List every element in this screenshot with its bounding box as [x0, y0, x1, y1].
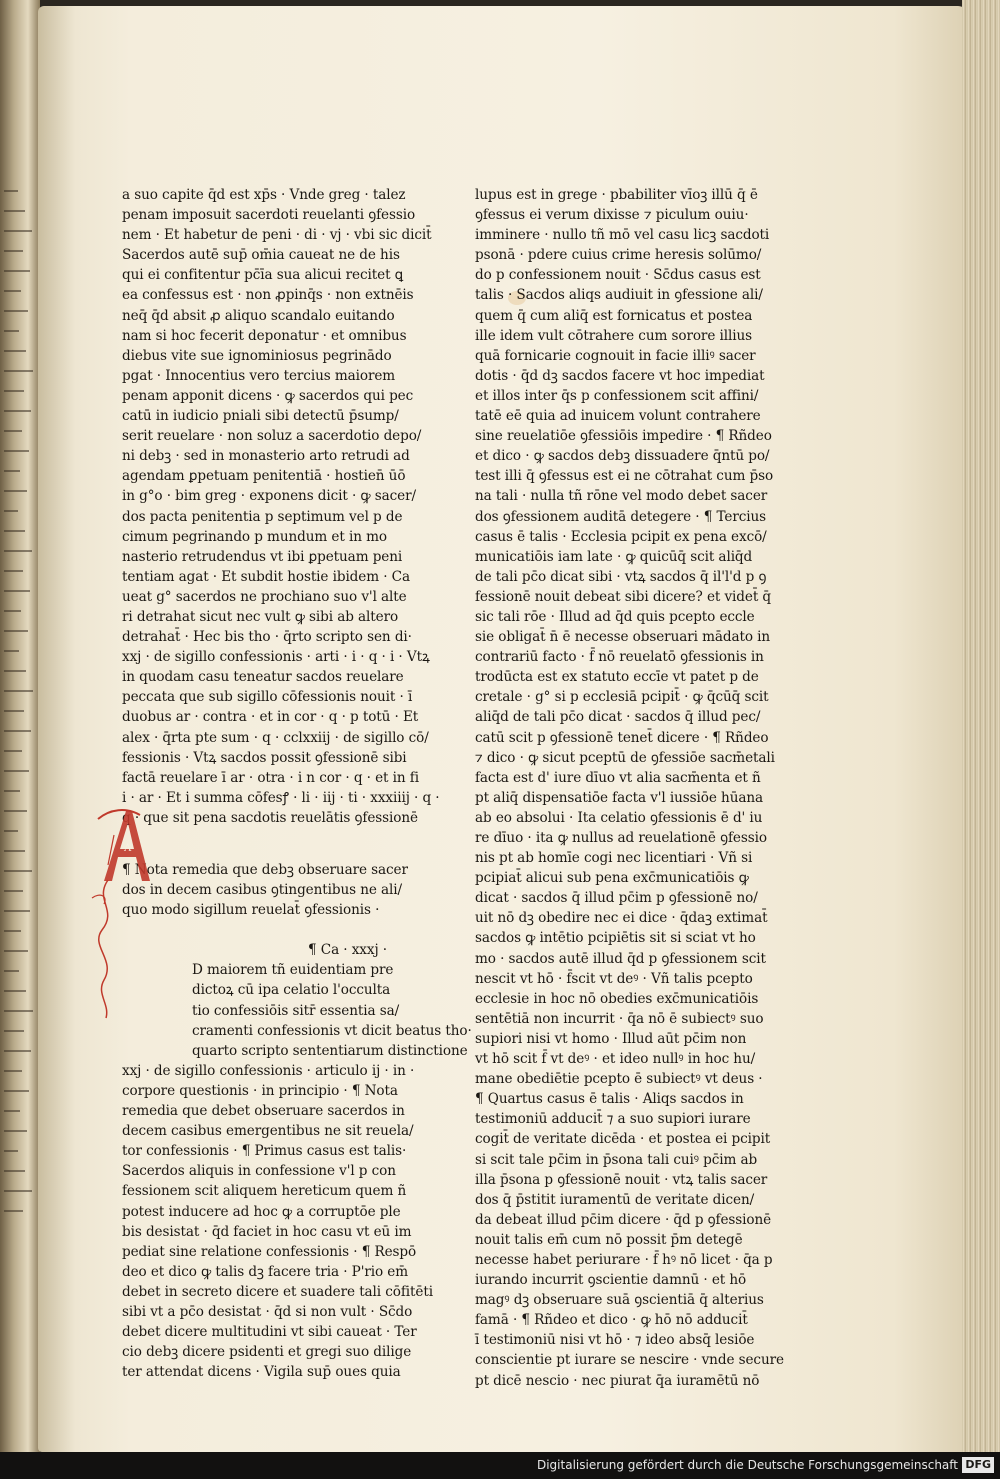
facing-page-line [4, 1150, 18, 1152]
text-line: ri detrahat sicut nec vult ꝙ sibi ab altero [122, 608, 399, 625]
text-line: casus ē talis · Ecclesia pcipit ex pena excō/ [475, 528, 767, 545]
text-line: nis pt ab homīe cogi nec licentiari · Vñ si [475, 850, 753, 867]
facing-page-line [4, 250, 23, 252]
facing-page-line [4, 370, 33, 372]
text-line: i · ar · Et i summa cōfesꝭ · li · iij · ti · xxxiiij · q · [122, 789, 440, 806]
facing-page-line [4, 930, 21, 932]
text-line: detrahat̄ · Hec bis tho · q̄rto scripto sen di· [122, 629, 412, 646]
text-line: quem q̄ cum aliq̄ est fornicatus et postea [475, 307, 753, 324]
text-line: nem · Et habetur de peni · di · vj · vbi sic dicit̄ [122, 227, 432, 244]
text-line: talis · Sacdos aliqs audiuit in ꝯfessione ali/ [475, 287, 763, 304]
text-line: ab eo absolui · Ita celatio ꝯfessionis ē d' iu [475, 809, 763, 826]
facing-page-line [4, 910, 30, 912]
text-line: fessionis · Vtꝝ sacdos possit ꝯfessionē sibi [122, 749, 407, 766]
text-line: sibi vt a pc̄o desistat · q̄d si non vult · Sc̄do [122, 1303, 413, 1320]
facing-page-line [4, 530, 25, 532]
text-line: penam apponit dicens · ꝙ sacerdos qui pec [122, 387, 414, 404]
text-line: re dīuo · ita ꝙ nullus ad reuelationē ꝯfessio [475, 830, 767, 846]
text-line: cogit̄ de veritate dicēda · et postea ei pcipit [475, 1131, 771, 1148]
facing-page-line [4, 570, 23, 572]
text-line: agendam ꝑpetuam penitentiā · hostien̄ ūō [122, 468, 406, 485]
text-line: D maiorem tñ euidentiam pre [192, 962, 394, 979]
text-line: dos ꝯfessionem auditā detegere · ¶ Tercius [475, 508, 767, 525]
text-line: ⁊ dico · ꝙ sicut pceptū de ꝯfessiōe sacm̄etali [475, 749, 775, 766]
text-line: nouit talis em̄ cum nō possit p̄m detegē [475, 1231, 743, 1248]
text-line: et dico · ꝙ sacdos debꝫ dissuadere q̄ntū po/ [475, 448, 770, 465]
text-line: ter attendat dicens · Vigila sup̄ oues quia [122, 1364, 401, 1381]
facing-page-line [4, 390, 24, 392]
facing-page-line [4, 890, 23, 892]
right-column-lines [475, 185, 784, 1391]
text-line: sic tali rōe · Illud ad q̄d quis pcepto eccle [475, 608, 755, 625]
facing-page-line [4, 870, 32, 872]
dfg-logo: DFG [962, 1457, 994, 1473]
facing-page-line [4, 790, 20, 792]
text-line: cretale · g° si p ecclesiā pcipit̄ · ꝙ q̄cūq̄ scit [475, 689, 769, 706]
text-line: Sacerdos aliquis in confessione v'l p con [122, 1163, 396, 1180]
facing-page-line [4, 1170, 25, 1172]
text-line: sacdos ꝙ intētio pcipiētis sit si sciat vt ho [475, 930, 756, 947]
text-line: conscientie pt iurare se nescire · vnde secure [475, 1352, 784, 1369]
text-line: debet in secreto dicere et suadere tali cōfitēti [122, 1283, 433, 1300]
facing-page-line [4, 410, 31, 412]
text-line: serit reuelare · non soluz a sacerdotio depo/ [122, 428, 422, 445]
text-line: fessionē nouit debeat sibi dicere? et videt̄ q̄ [475, 588, 772, 605]
text-line: factā reuelare ī ar · otra · i n cor · q · et in fi [122, 769, 419, 786]
text-line: catū in iudicio pniali sibi detectū p̄sump/ [122, 408, 399, 425]
page-fore-edge [962, 0, 1000, 1452]
text-line: sine reuelatiōe ꝯfessiōis impedire · ¶ Rñdeo [475, 428, 772, 445]
facing-page-line [4, 730, 31, 732]
text-line: pcipiat̄ alicui sub pena exc̄municatiōis ꝙ [475, 870, 749, 887]
text-line: ī testimoniū nisi vt hō · ⁊ ideo absq̄ lesiōe [475, 1332, 755, 1349]
facing-page-line [4, 610, 21, 612]
text-line: mo · sacdos autē illud q̄d p ꝯfessionem scit [475, 950, 766, 967]
text-line: test illi q̄ ꝯfessus est ei ne cōtrahat cum p̄so [475, 468, 774, 485]
text-line: decem casibus emergentibus ne sit reuela/ [122, 1123, 414, 1140]
facing-page-line [4, 710, 24, 712]
facing-page-line [4, 670, 26, 672]
text-line: quo modo sigillum reuelat̄ ꝯfessionis · [122, 902, 380, 919]
text-line: cio debꝫ dicere psidenti et gregi suo dilige [122, 1344, 412, 1361]
text-line: ea confessus est · non ꝓpinq̄s · non extnēis [122, 287, 414, 304]
facing-page-line [4, 330, 19, 332]
text-line: imminere · nullo tñ mō vel casu licꝫ sacdoti [475, 227, 770, 244]
text-line: necesse habet periurare · f̄ hꝰ nō licet · q̄a p [475, 1251, 773, 1268]
text-line: nasterio retrudendus vt ibi ꝑpetuam peni [122, 548, 403, 565]
facing-page-line [4, 1190, 32, 1192]
text-line: municatiōis iam late · ꝙ quicūq̄ scit aliq̄d [475, 548, 753, 565]
text-line: quarto scripto sententiarum distinctione [192, 1042, 468, 1059]
text-line: magꝰ dꝫ obseruare suā ꝯscientiā q̄ alterius [475, 1292, 764, 1309]
facing-page-line [4, 1210, 23, 1212]
text-line: in quodam casu teneatur sacdos reuelare [122, 669, 404, 686]
facing-page-edge [0, 0, 40, 1452]
facing-page-line [4, 550, 32, 552]
text-line: contrariū facto · f̄ nō reuelatō ꝯfessionis in [475, 649, 764, 666]
text-line: lupus est in grege · pbabiliter vīoꝫ illū q̄ ē [475, 187, 758, 203]
text-line: facta est d' iure dīuo vt alia sacm̄enta et ñ [475, 769, 761, 786]
text-line: supiori nisi vt homo · Illud aūt pc̄im non [475, 1030, 747, 1047]
text-line: duobus ar · contra · et in cor · q · p totū · Et [122, 709, 419, 726]
text-line: tatē eē quia ad inuicem volunt contrahere [475, 408, 761, 425]
text-line: xxj · de sigillo confessionis · arti · i · q · i · Vtꝝ [122, 649, 430, 666]
text-line: vt hō scit f̄ vt deꝰ · et ideo nullꝰ in hoc hu/ [475, 1051, 756, 1068]
text-line: penam imposuit sacerdoti reuelanti ꝯfessio [122, 207, 416, 224]
facing-page-line [4, 290, 21, 292]
text-line: ecclesie in hoc nō obedies exc̄municatiōis [475, 990, 759, 1007]
facing-page-line [4, 1030, 24, 1032]
text-line: neq̄ q̄d absit ꝓ aliquo scandalo euitando [122, 307, 395, 324]
facing-page-line [4, 230, 32, 232]
facing-page-line [4, 830, 18, 832]
red-initial-a [96, 805, 156, 885]
chapter-text [122, 960, 472, 1382]
text-line: a suo capite q̄d est xp̄s · Vnde greg · talez [122, 187, 406, 203]
facing-page-line [4, 810, 27, 812]
text-line: quā fornicarie cognouit in facie illiꝰ sacer [475, 347, 756, 364]
text-line: testimoniū adducit̄ ⁊ a suo supiori iurare [475, 1111, 751, 1128]
text-line: cimum pegrinando p mundum et in mo [122, 528, 387, 545]
facing-page-line [4, 590, 30, 592]
text-line: potest inducere ad hoc ꝙ a corruptōe ple [122, 1203, 401, 1220]
right-text-column [475, 185, 784, 1391]
footer-bar [0, 1452, 1000, 1479]
text-line: peccata que sub sigillo cōfessionis nouit · ī [122, 689, 413, 706]
text-line: dos in decem casibus ꝯtingentibus ne ali/ [122, 882, 403, 899]
text-line: corpore questionis · in principio · ¶ Nota [122, 1082, 398, 1099]
text-line: famā · ¶ Rñdeo et dico · ꝙ hō nō adducit̄ [475, 1312, 748, 1329]
facing-page-line [4, 950, 28, 952]
text-line: tor confessionis · ¶ Primus casus est talis· [122, 1143, 407, 1160]
text-line: ꝯfessus ei verum dixisse ⁊ piculum ouiu· [475, 207, 749, 224]
text-line: catū scit p ꝯfessionē tenet̄ dicere · ¶ Rñdeo [475, 729, 769, 746]
facing-page-line [4, 490, 27, 492]
text-line: nescit vt hō · f̄scit vt deꝰ · Vñ talis pcepto [475, 970, 753, 987]
facing-page-line [4, 450, 29, 452]
facing-page-line [4, 750, 22, 752]
facing-page-line [4, 1090, 29, 1092]
text-line: ¶ Quartus casus ē talis · Aliqs sacdos in [475, 1091, 744, 1108]
text-line: sentētiā non incurrit · q̄a nō ē subiectꝰ suo [475, 1010, 764, 1027]
text-line: dotis · q̄d dꝫ sacdos facere vt hoc impediat [475, 367, 765, 384]
text-line: dos pacta penitentia p septimum vel p de [122, 508, 403, 525]
text-line: do p confessionem nouit · Sc̄dus casus est [475, 267, 761, 284]
text-line: pgat · Innocentius vero tercius maiorem [122, 367, 396, 384]
facing-page-line [4, 690, 33, 692]
text-line: si scit tale pc̄im in p̄sona tali cuiꝰ pc̄im ab [475, 1151, 758, 1168]
facing-page-line [4, 190, 18, 192]
facing-page-line [4, 350, 26, 352]
facing-page-line [4, 1070, 22, 1072]
rubric-note [122, 860, 408, 920]
text-line: iurando incurrit ꝯscientie damnū · et hō [475, 1272, 747, 1289]
facing-page-line [4, 650, 19, 652]
text-line: qui ei confitentur pc̄īa sua alicui recitet ꝗ [122, 267, 404, 284]
text-line: uit nō dꝫ obedire nec ei dice · q̄daꝫ extimat̄ [475, 910, 768, 927]
text-line: sie obligat̄ n̄ ē necesse obseruari mādato in [475, 629, 771, 646]
facing-page-line [4, 510, 18, 512]
text-line: pediat sine relatione confessionis · ¶ Respō [122, 1243, 417, 1260]
facing-page-line [4, 1010, 33, 1012]
text-line: in g°o · bim greg · exponens dicit · ꝙ sacer/ [122, 488, 416, 505]
text-line: remedia que debet obseruare sacerdos in [122, 1103, 405, 1120]
facing-page-line [4, 1130, 27, 1132]
section-gap [122, 828, 397, 860]
text-line: fessionem scit aliquem hereticum quem ñ [122, 1183, 407, 1200]
text-line: cramenti confessionis vt dicit beatus tho· [192, 1022, 472, 1039]
text-line: xxj · de sigillo confessionis · articulo ij · in · [122, 1062, 415, 1079]
text-line: alex · q̄rta pte sum · q · cclxxiij · de sigillo cō/ [122, 729, 429, 746]
text-line: bis desistat · q̄d faciet in hoc casu vt eū im [122, 1223, 412, 1240]
text-line: de tali pc̄o dicat sibi · vtꝝ sacdos q̄ il'l'd p ꝯ [475, 568, 767, 585]
text-line: diebus vite sue ignominiosus pegrinādo [122, 347, 392, 364]
text-line: debet dicere multitudini vt sibi caueat · Ter [122, 1324, 417, 1341]
text-line: tio confessiōis sitr̄ essentia sa/ [192, 1002, 400, 1019]
text-line: trodūcta est ex statuto eccīe vt patet p de [475, 669, 759, 686]
facing-page-line [4, 1050, 31, 1052]
facing-page-line [4, 430, 22, 432]
facing-page-line [4, 970, 19, 972]
text-line: nam si hoc fecerit deponatur · et omnibus [122, 327, 407, 344]
text-line: dos q̄ p̄stitit iuramentū de veritate dicen/ [475, 1191, 755, 1208]
text-line: deo et dico ꝙ talis dꝫ facere tria · P'rio em̄ [122, 1263, 409, 1280]
text-line: da debeat illud pc̄im dicere · q̄d p ꝯfessionē [475, 1211, 772, 1228]
text-line: Sacerdos autē sup̄ om̄ia caueat ne de his [122, 247, 400, 264]
text-line: psonā · pdere cuius crime heresis solūmo/ [475, 247, 762, 264]
text-line: mane obediētie pcepto ē subiectꝰ vt deus · [475, 1071, 763, 1088]
text-line: aliq̄d de tali pc̄o dicat · sacdos q̄ illud pec/ [475, 709, 761, 726]
text-line: ¶ Nota remedia que debꝫ obseruare sacer [122, 862, 408, 878]
chapter-reference: ¶ Ca · xxxj · [308, 942, 387, 959]
facing-page-line [4, 850, 25, 852]
text-line: ni debꝫ · sed in monasterio arto retrudi ad [122, 448, 410, 465]
facing-page-line [4, 270, 30, 272]
text-line: tentiam agat · Et subdit hostie ibidem · Ca [122, 568, 410, 585]
text-line: q · que sit pena sacdotis reuelātis ꝯfessionē [122, 809, 418, 826]
text-line: dicat · sacdos q̄ illud pc̄im p ꝯfessionē no/ [475, 890, 758, 907]
initial-a-letter: A [124, 843, 132, 854]
left-column-lines [122, 185, 440, 828]
facing-page-line [4, 210, 25, 212]
facing-page-line [4, 630, 28, 632]
text-line: ueat g° sacerdos ne prochiano suo v'l alte [122, 588, 407, 605]
facing-page-line [4, 990, 26, 992]
red-flourish [88, 880, 128, 1020]
facing-page-line [4, 770, 29, 772]
left-text-column [122, 185, 472, 1382]
text-line: na tali · nulla tñ rōne vel modo debet sacer [475, 488, 768, 505]
text-line: dictoꝝ cū ipa celatio l'occulta [192, 982, 391, 999]
text-line: illa p̄sona p ꝯfessionē nouit · vtꝝ talis sacer [475, 1171, 768, 1188]
text-line: pt dicē nescio · nec piurat q̄a iuramētū nō [475, 1372, 760, 1389]
facing-page-line [4, 310, 28, 312]
text-line: et illos inter q̄s p confessionem scit affini/ [475, 387, 759, 404]
text-line: pt aliq̄ dispensatiōe facta v'l iussiōe hūana [475, 789, 764, 806]
facing-page-line [4, 470, 20, 472]
text-line: ille idem vult cōtrahere cum sorore illius [475, 327, 753, 344]
funding-credit: Digitalisierung gefördert durch die Deutsche Forschungsgemeinschaft [536, 1458, 958, 1472]
facing-page-line [4, 1110, 20, 1112]
